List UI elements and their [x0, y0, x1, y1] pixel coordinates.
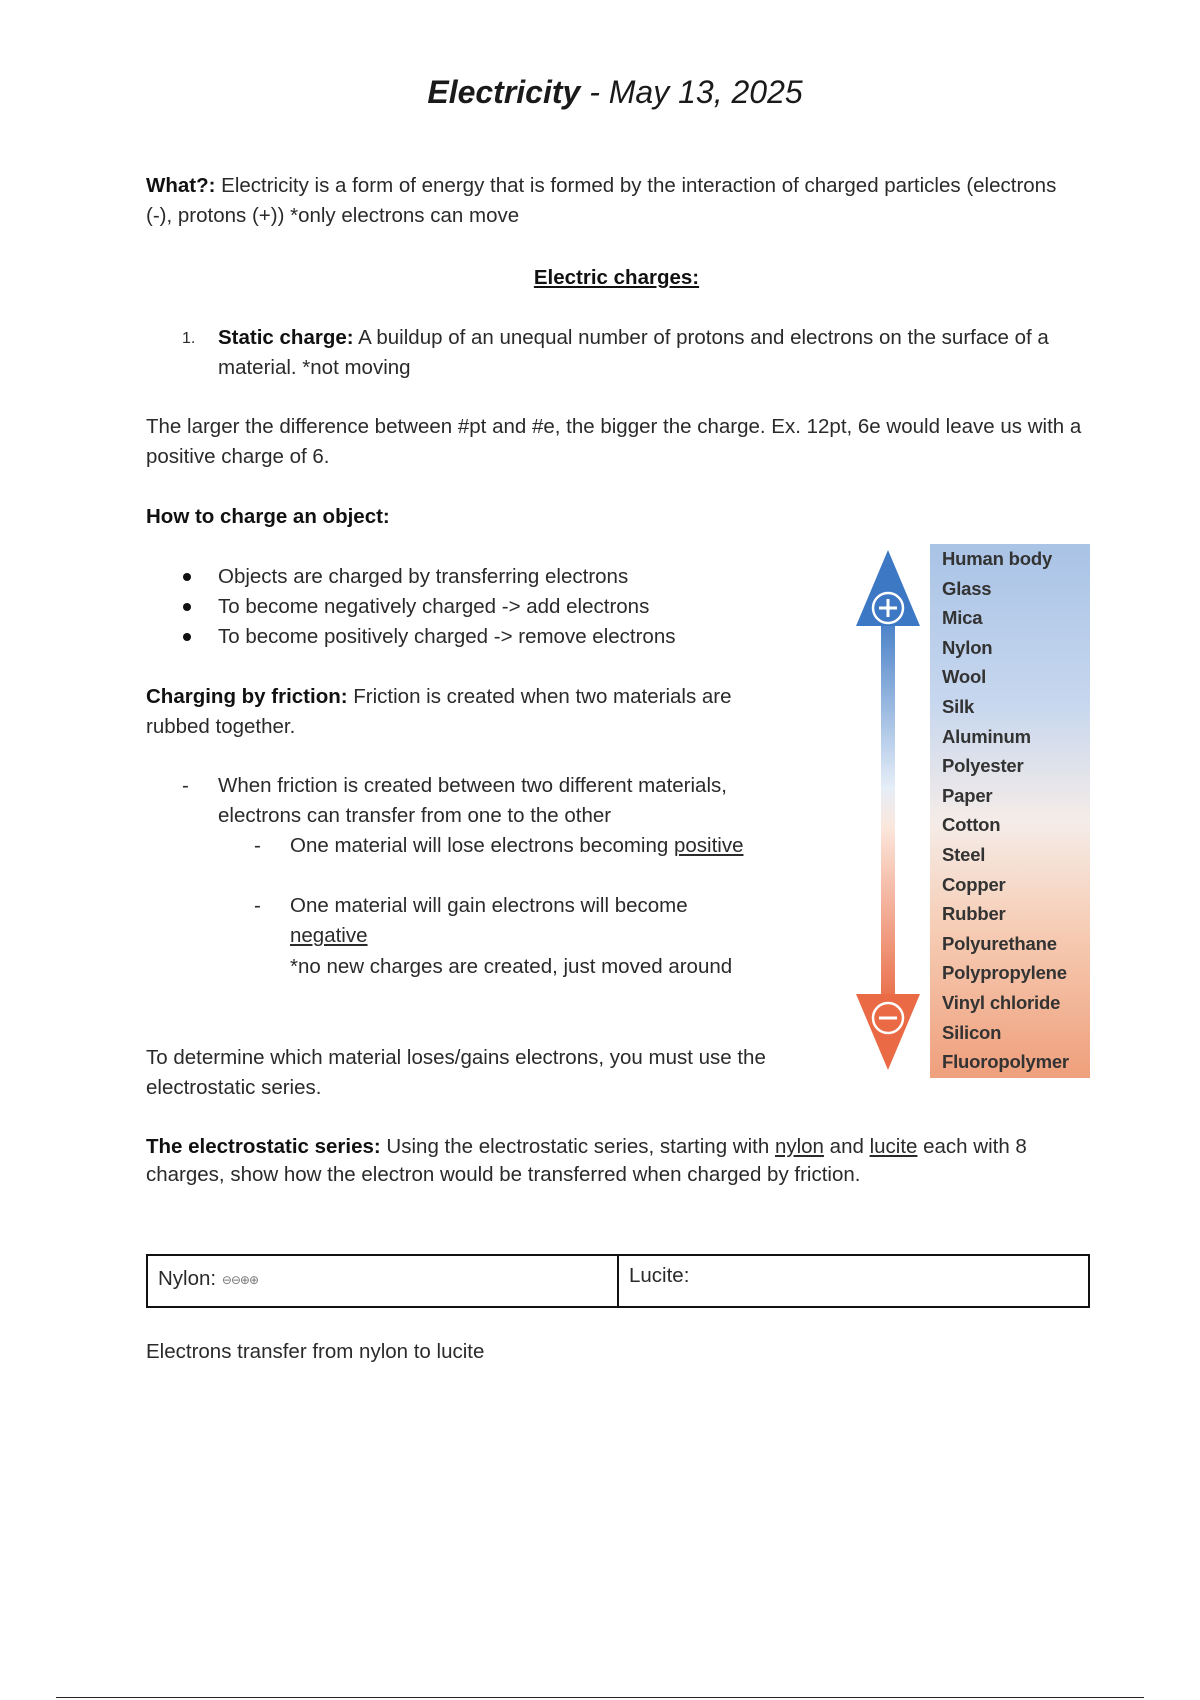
list-item: To become positively charged -> remove electrons [218, 625, 676, 648]
electrostatic-label: The electrostatic series: [146, 1135, 381, 1158]
list-item: To become negatively charged -> add electrons [218, 595, 650, 618]
and-word: and [823, 1135, 870, 1158]
series-item: Polypropylene [942, 962, 1067, 984]
series-item: Glass [942, 577, 992, 599]
nylon-label: Nylon: [158, 1267, 217, 1290]
friction-label: Charging by friction: [146, 685, 348, 708]
nylon-cell[interactable] [148, 1256, 617, 1306]
series-item: Copper [942, 873, 1006, 895]
nylon-word: nylon [774, 1135, 824, 1158]
series-item: Silk [942, 695, 975, 717]
series-item: Mica [942, 607, 983, 629]
section-heading: Electric charges: [533, 266, 700, 289]
positive-word: positive [673, 834, 744, 857]
bullet-dot [183, 633, 191, 641]
series-item: Aluminum [942, 725, 1031, 747]
electrostatic-series-list [930, 544, 1090, 1078]
intro-paragraph [146, 171, 1086, 231]
gain-item [290, 891, 770, 951]
dash-marker: - [254, 894, 261, 917]
friction-item: When friction is created between two different materials, electrons can transfer from one to the other [218, 774, 727, 827]
plus-icon [873, 593, 903, 623]
minus-icon [873, 1003, 903, 1033]
static-charge-item [218, 323, 1068, 383]
series-item: Polyurethane [942, 932, 1057, 954]
bullet-dot [183, 603, 191, 611]
list-item: Objects are charged by transferring electrons [218, 565, 629, 588]
lucite-label: Lucite: [629, 1264, 690, 1287]
series-item: Silicon [942, 1021, 1002, 1043]
note-text: *no new charges are created, just moved around [290, 955, 733, 978]
dash-marker: - [254, 834, 261, 857]
lucite-word: lucite [869, 1135, 918, 1158]
determine-paragraph: To determine which material loses/gains electrons, you must use the electrostatic series. [146, 1046, 766, 1099]
electrostatic-text-a: Using the electrostatic series, starting with [380, 1135, 775, 1158]
lose-item [290, 831, 770, 861]
title-main: Electricity [427, 74, 581, 110]
lucite-cell[interactable] [617, 1256, 1088, 1306]
lose-text: One material will lose electrons becoming [290, 834, 674, 857]
gain-text: One material will gain electrons will become [290, 894, 688, 917]
electrostatic-paragraph [146, 1133, 1086, 1189]
series-item: Paper [942, 784, 993, 806]
series-item: Fluoropolymer [942, 1051, 1069, 1073]
page-bottom-rule [56, 1697, 1144, 1698]
static-charge-label: Static charge: [218, 326, 354, 349]
series-item: Human body [942, 548, 1053, 569]
intro-label: What?: [146, 174, 216, 197]
friction-text: Friction is created when two materials are rubbed together. [146, 685, 732, 738]
series-item: Rubber [942, 903, 1006, 925]
series-item: Vinyl chloride [942, 991, 1061, 1013]
answer-table [146, 1254, 1090, 1308]
list-number: 1. [182, 330, 196, 347]
friction-paragraph [146, 682, 786, 742]
bullet-dot [183, 573, 191, 581]
series-item: Cotton [942, 814, 1001, 836]
series-item: Polyester [942, 755, 1024, 777]
title-separator: - [580, 74, 609, 110]
title-date: May 13, 2025 [608, 74, 803, 110]
intro-text: Electricity is a form of energy that is formed by the interaction of charged particles (electrons (-), protons (+)) *only electrons can move [146, 174, 1057, 227]
negative-word: negative [290, 924, 368, 947]
static-charge-text: A buildup of an unequal number of protons and electrons on the surface of a material. *not moving [218, 326, 1049, 379]
series-item: Wool [942, 666, 987, 688]
difference-paragraph: The larger the difference between #pt and #e, the bigger the charge. Ex. 12pt, 6e would leave us with a positive charge of 6. [146, 415, 1082, 468]
page-title [0, 70, 1200, 114]
how-to-charge-heading: How to charge an object: [146, 505, 390, 528]
dash-marker: - [182, 774, 189, 797]
charge-arrow-diagram [850, 548, 926, 1074]
charge-circles: ⊖⊖⊕⊕ [221, 1273, 259, 1287]
conclusion-text: Electrons transfer from nylon to lucite [146, 1340, 485, 1363]
arrow-shaft [881, 608, 895, 1008]
electrostatic-text-b: each with 8 charges, show how the electron would be transferred when charged by friction. [146, 1135, 1027, 1186]
series-item: Steel [942, 843, 986, 865]
series-item: Nylon [942, 636, 993, 658]
